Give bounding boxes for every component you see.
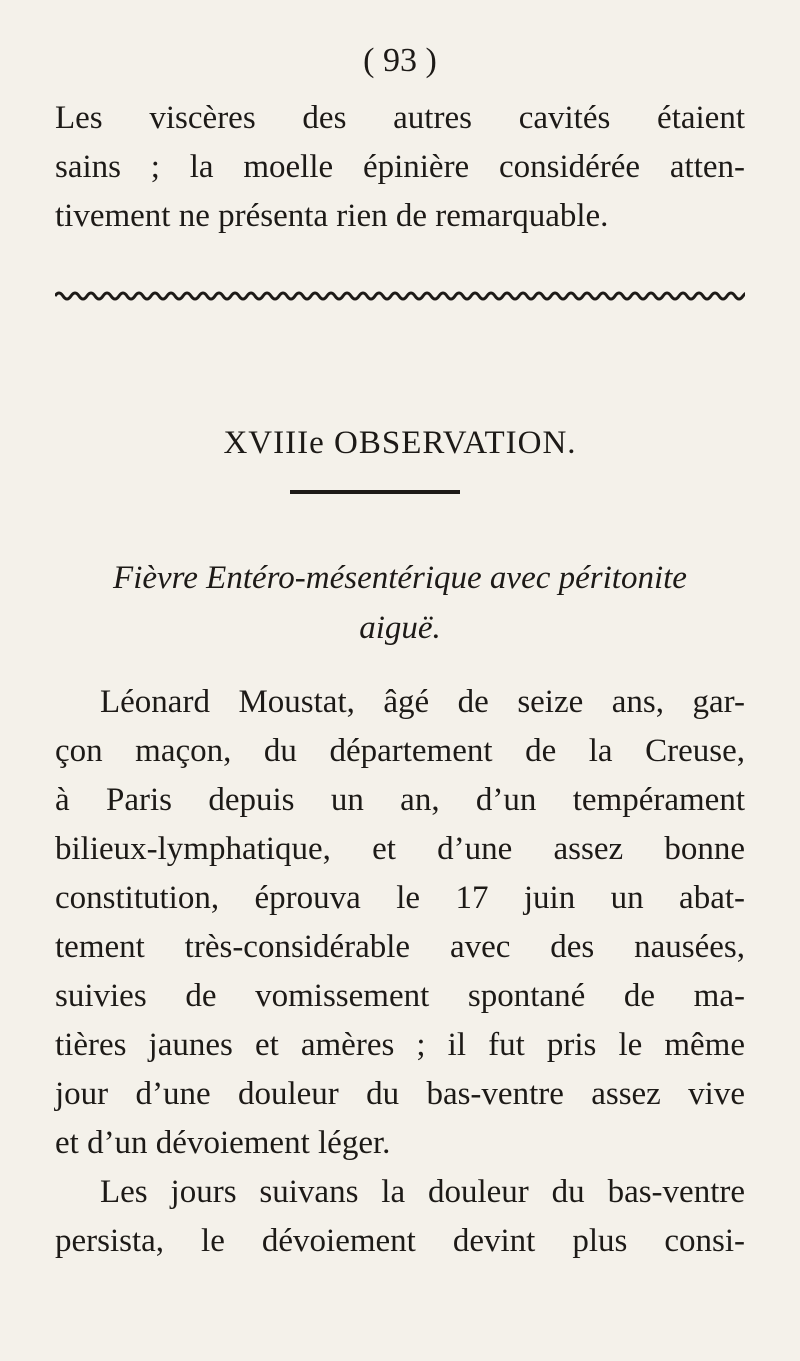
subtitle-line-1: Fièvre Entéro-mésentérique avec péritonite (113, 560, 687, 596)
body-line-12: persista, le dévoiement devint plus consi- (55, 1223, 745, 1259)
body-line-10: et d’un dévoiement léger. (55, 1125, 391, 1161)
body-line-8: tières jaunes et amères ; il fut pris le même (55, 1027, 745, 1063)
body-line-5: constitution, éprouva le 17 juin un abat- (55, 880, 745, 916)
body-line-2: çon maçon, du département de la Creuse, (55, 733, 745, 769)
heading-rule (290, 490, 460, 494)
intro-line-3: tivement ne présenta rien de remarquable. (55, 198, 609, 234)
body-line-7: suivies de vomissement spontané de ma- (55, 978, 745, 1014)
body-line-9: jour d’une douleur du bas-ventre assez vive (55, 1076, 745, 1112)
page-number: ( 93 ) (363, 42, 437, 79)
subtitle-line-2: aiguë. (359, 610, 441, 646)
body-line-11: Les jours suivans la douleur du bas-ventre (100, 1174, 745, 1210)
intro-line-2: sains ; la moelle épinière considérée atten- (55, 149, 745, 185)
body-line-4: bilieux-lymphatique, et d’une assez bonne (55, 831, 745, 867)
body-line-6: tement très-considérable avec des nausées, (55, 929, 745, 965)
intro-line-1: Les viscères des autres cavités étaient (55, 100, 745, 136)
body-line-1: Léonard Moustat, âgé de seize ans, gar- (100, 684, 745, 720)
wavy-ornament-divider (55, 290, 745, 302)
observation-heading: XVIIIe OBSERVATION. (223, 425, 577, 461)
body-line-3: à Paris depuis un an, d’un tempérament (55, 782, 745, 818)
